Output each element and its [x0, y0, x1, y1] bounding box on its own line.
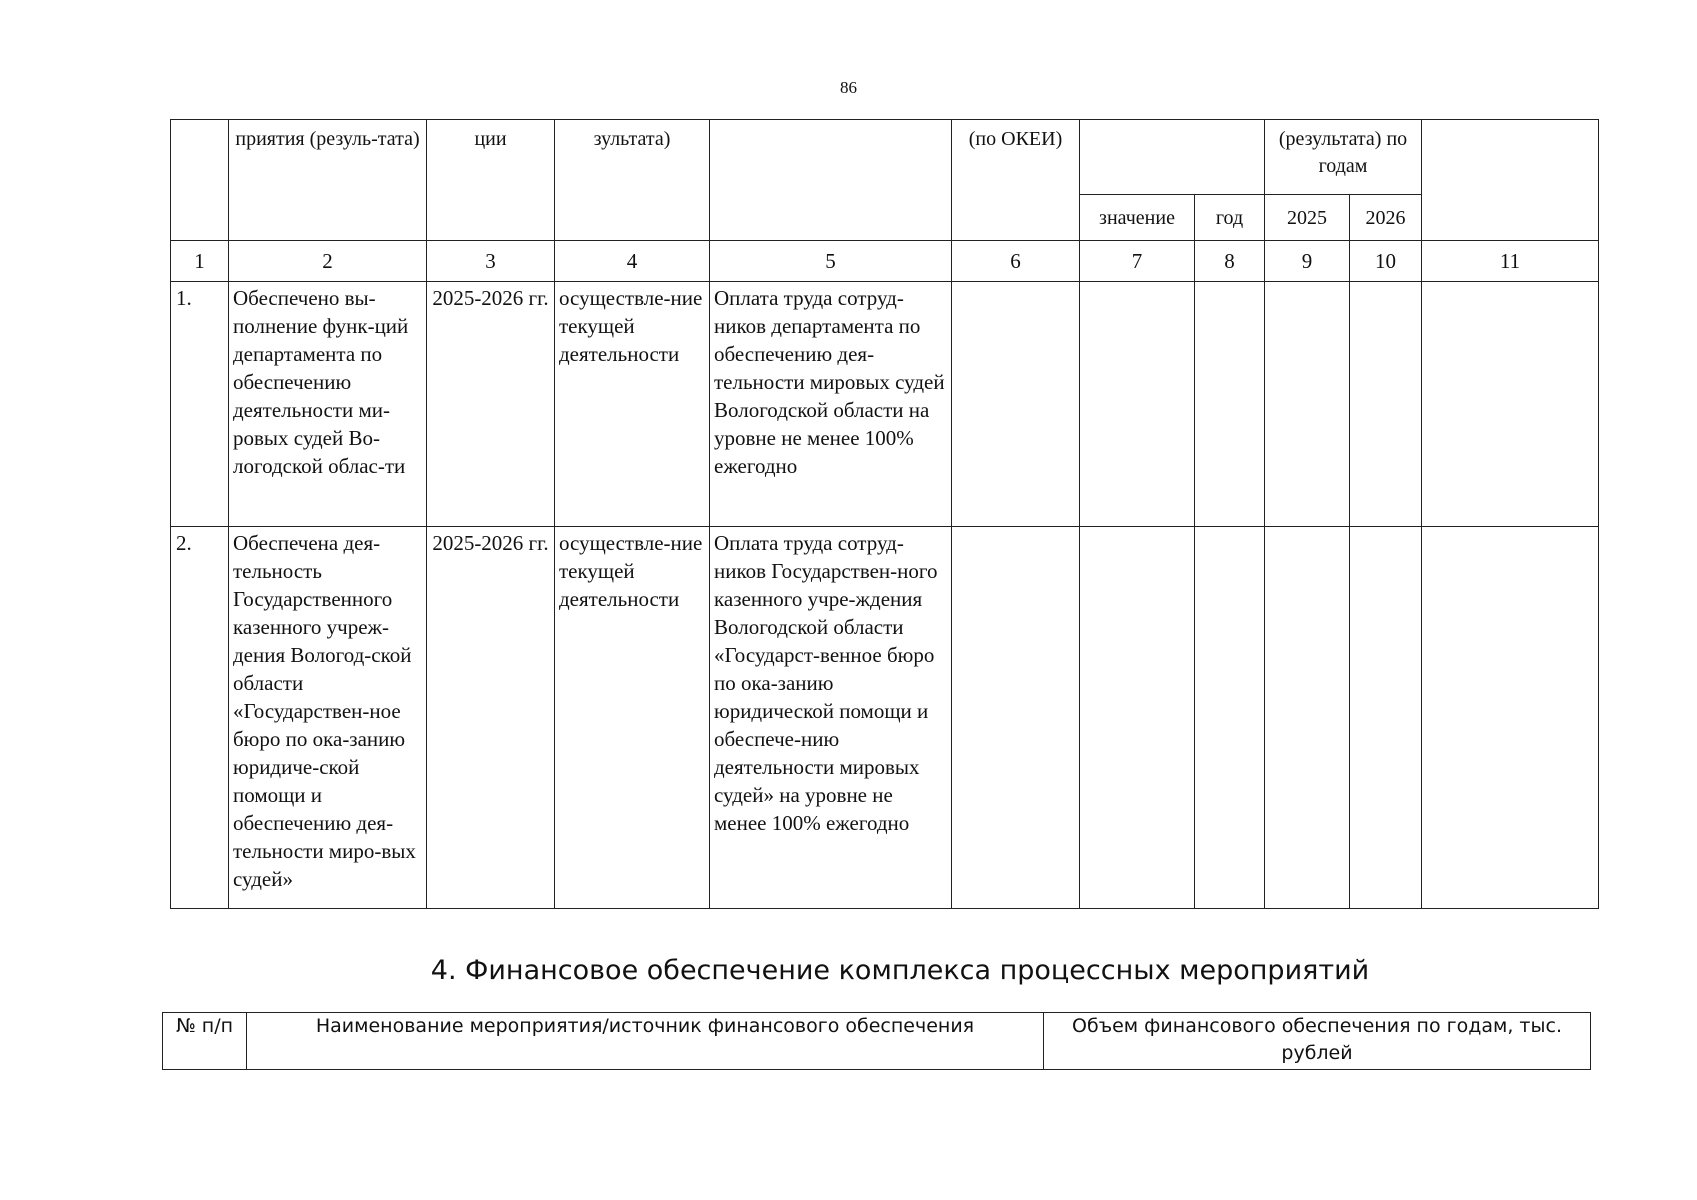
column-number: 7: [1080, 241, 1195, 282]
empty-cell: [952, 282, 1080, 527]
empty-cell: [1265, 282, 1350, 527]
column-number: 11: [1422, 241, 1599, 282]
header-year-2026: 2026: [1350, 195, 1422, 241]
header-unit: (по ОКЕИ): [952, 120, 1080, 241]
header-base-value-group: [1080, 120, 1265, 195]
event-period: 2025-2026 гг.: [427, 282, 555, 527]
header-type: зультата): [555, 120, 710, 241]
empty-cell: [1422, 282, 1599, 527]
empty-cell: [1265, 527, 1350, 909]
event-type: осуществле-ние текущей деятельности: [555, 282, 710, 527]
event-description: Оплата труда сотруд-ников департамента по обеспечению дея-тельности мировых судей Вологодской области на уровне не менее 100% ежегодно: [710, 282, 952, 527]
header-col-11: [1422, 120, 1599, 241]
column-number: 8: [1195, 241, 1265, 282]
page-number: 86: [840, 78, 857, 97]
column-number: 10: [1350, 241, 1422, 282]
empty-cell: [1195, 282, 1265, 527]
column-number: 4: [555, 241, 710, 282]
section-title: 4. Финансовое обеспечение комплекса процессных мероприятий: [430, 955, 1370, 986]
header-description: [710, 120, 952, 241]
header-number: № п/п: [163, 1013, 247, 1070]
column-number: 9: [1265, 241, 1350, 282]
empty-cell: [1350, 527, 1422, 909]
table-row: [171, 282, 1599, 527]
header-col-1: [171, 120, 229, 241]
header-event-name: приятия (резуль-тата): [229, 120, 427, 241]
column-number: 2: [229, 241, 427, 282]
header-event-source: Наименование мероприятия/источник финансового обеспечения: [247, 1013, 1044, 1070]
column-number: 1: [171, 241, 229, 282]
event-name: Обеспечена дея-тельность Государственного казенного учреж-дения Вологод-ской области «Государствен-ное бюро по ока-занию юридиче-ской помощи и обеспечению дея-тельности миро-вых судей»: [229, 527, 427, 909]
event-description: Оплата труда сотруд-ников Государствен-ного казенного учре-ждения Вологодской области «Государст-венное бюро по ока-занию юридической помощи и обеспече-нию деятельности мировых судей» на уровне не менее 100% ежегодно: [710, 527, 952, 909]
header-period: ции: [427, 120, 555, 241]
event-type: осуществле-ние текущей деятельности: [555, 527, 710, 909]
header-value: значение: [1080, 195, 1195, 241]
empty-cell: [1080, 282, 1195, 527]
row-number: 1.: [171, 282, 229, 527]
table-row: [171, 527, 1599, 909]
header-year: год: [1195, 195, 1265, 241]
empty-cell: [952, 527, 1080, 909]
empty-cell: [1422, 527, 1599, 909]
column-number: 6: [952, 241, 1080, 282]
empty-cell: [1350, 282, 1422, 527]
finance-table: [162, 1012, 1591, 1070]
row-number: 2.: [171, 527, 229, 909]
column-number-row: [171, 241, 1599, 282]
event-period: 2025-2026 гг.: [427, 527, 555, 909]
finance-header-row: [163, 1013, 1591, 1070]
event-name: Обеспечено вы-полнение функ-ций департамента по обеспечению деятельности ми-ровых судей Во-логодской облас-ти: [229, 282, 427, 527]
header-values-by-year: (результата) по годам: [1265, 120, 1422, 195]
header-year-2025: 2025: [1265, 195, 1350, 241]
column-number: 5: [710, 241, 952, 282]
empty-cell: [1080, 527, 1195, 909]
empty-cell: [1195, 527, 1265, 909]
column-number: 3: [427, 241, 555, 282]
results-table: [170, 119, 1599, 909]
header-finance-volume: Объем финансового обеспечения по годам, тыс. рублей: [1044, 1013, 1591, 1070]
